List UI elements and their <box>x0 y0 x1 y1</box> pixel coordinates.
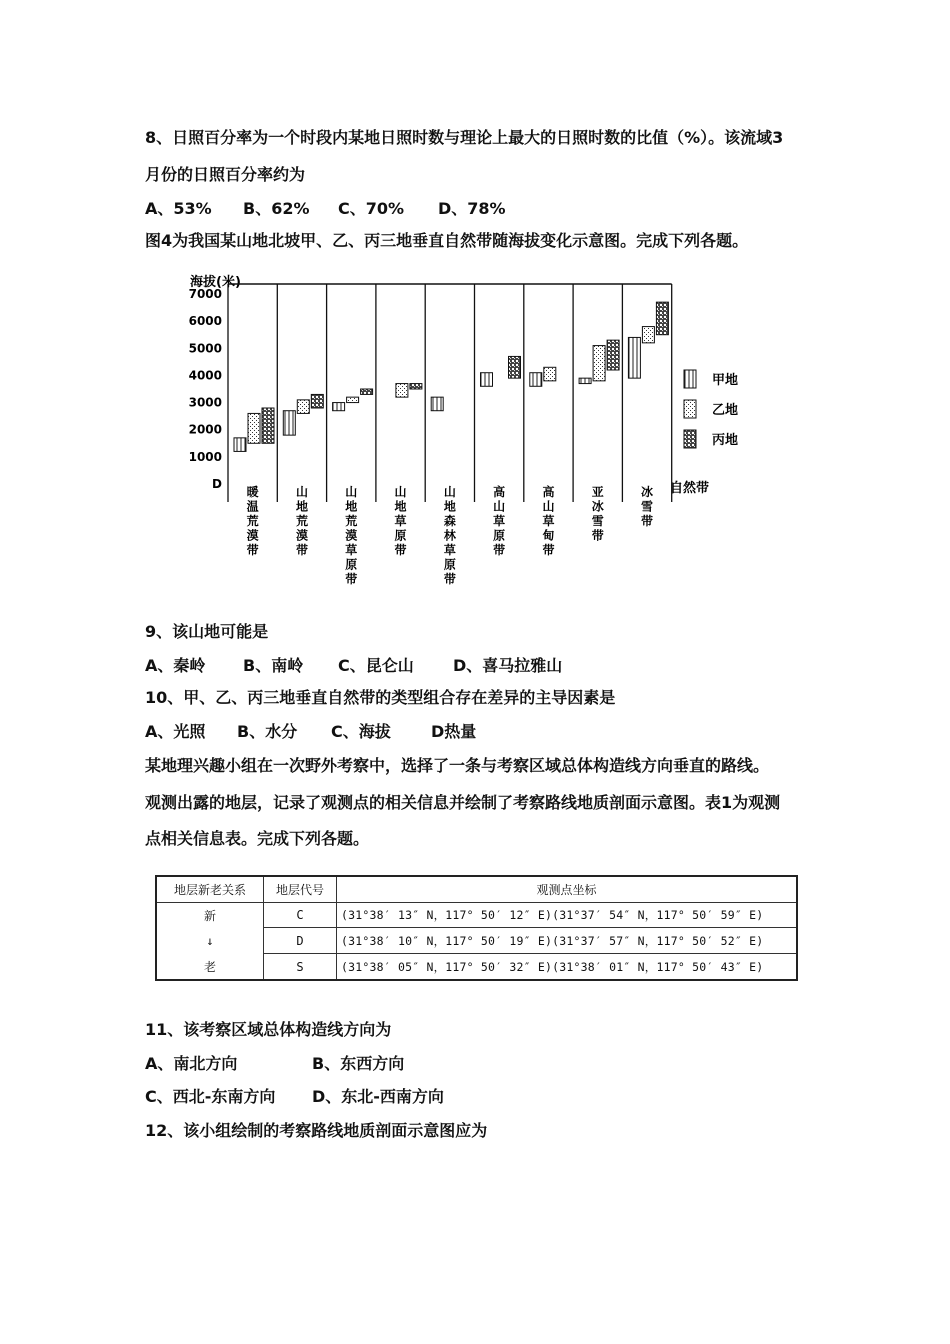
table-cell-code: S <box>264 954 337 980</box>
range-bar-jia <box>579 378 591 383</box>
q9-options <box>145 656 562 676</box>
range-bar-bing <box>656 302 668 335</box>
category-label: 冰雪带 <box>641 485 654 528</box>
q9-option-c[interactable]: C、昆仑山 <box>338 656 414 675</box>
legend-label: 乙地 <box>712 403 739 418</box>
q8-options <box>145 199 506 219</box>
age-label-arrow: ↓ <box>156 928 264 954</box>
age-label-old: 老 <box>156 954 264 980</box>
q11-option-c[interactable]: C、西北-东南方向 <box>145 1087 276 1106</box>
legend-swatch-yi <box>684 400 696 418</box>
q10-option-a[interactable]: A、光照 <box>145 722 206 741</box>
q12-text: 12、该小组绘制的考察路线地质剖面示意图应为 <box>145 1121 488 1140</box>
range-bar-yi <box>347 397 359 402</box>
range-bar-bing <box>361 389 373 394</box>
range-bar-jia <box>481 373 493 387</box>
y-tick-label: 6000 <box>188 314 222 329</box>
q8-text-line1: 8、日照百分率为一个时段内某地日照时数与理论上最大的日照时数的比值（%）。该流域3 <box>145 128 784 147</box>
header-stratum-code: 地层代号 <box>264 876 337 902</box>
category-label: 暖温荒漠带 <box>246 485 259 557</box>
range-bar-jia <box>530 373 542 387</box>
q11-options-row2 <box>145 1087 444 1107</box>
category-label: 高山草甸带 <box>542 485 555 557</box>
y-tick-label: 5000 <box>188 341 222 356</box>
q9-option-a[interactable]: A、秦岭 <box>145 656 206 675</box>
y-tick-label: 2000 <box>188 422 222 437</box>
range-bar-bing <box>262 408 274 443</box>
range-bar-jia <box>333 403 345 411</box>
y-axis-label: 海拔(米) <box>190 275 241 290</box>
range-bar-yi <box>544 367 556 381</box>
range-bar-yi <box>593 346 605 381</box>
q11-options-row1 <box>145 1054 404 1074</box>
category-label: 山地荒漠草原带 <box>345 485 358 586</box>
intro2-line2: 观测出露的地层，记录了观测点的相关信息并绘制了考察路线地质剖面示意图。表1为观测 <box>145 793 781 812</box>
q8-option-c[interactable]: C、70% <box>338 199 405 218</box>
observation-table <box>155 875 798 981</box>
category-label: 高山草原带 <box>493 485 506 557</box>
q11-option-a[interactable]: A、南北方向 <box>145 1054 238 1073</box>
category-label: 山地森林草原带 <box>443 485 456 586</box>
intro2-line3: 点相关信息表。完成下列各题。 <box>145 829 370 848</box>
range-bar-yi <box>248 413 260 443</box>
range-bar-yi <box>396 384 408 398</box>
vertical-zone-chart <box>180 272 780 602</box>
range-bar-bing <box>311 394 323 408</box>
y-tick-label: 4000 <box>188 368 222 383</box>
category-label: 山地草原带 <box>394 485 407 557</box>
y-tick-label: 1000 <box>188 449 222 464</box>
range-bar-bing <box>607 340 619 370</box>
legend-swatch-bing <box>684 430 696 448</box>
q9-option-b[interactable]: B、南岭 <box>243 656 304 675</box>
table-cell-coords: (31°38′ 10″ N，117° 50′ 19″ E)(31°37′ 57″ N，117° 50′ 52″ E) <box>337 928 798 954</box>
range-bar-jia <box>283 411 295 435</box>
table-cell-code: C <box>264 902 337 928</box>
y-tick-label: 7000 <box>188 287 222 301</box>
q9-option-d[interactable]: D、喜马拉雅山 <box>453 656 563 675</box>
category-label: 亚冰雪带 <box>591 485 604 543</box>
range-bar-jia <box>431 397 443 411</box>
q8-option-b[interactable]: B、62% <box>243 199 310 218</box>
range-bar-jia <box>234 438 246 452</box>
q8-text-line2: 月份的日照百分率约为 <box>145 165 306 184</box>
q10-options <box>145 722 476 742</box>
range-bar-bing <box>509 356 521 378</box>
table-cell-code: D <box>264 928 337 954</box>
x-axis-label: 自然带 <box>670 481 710 496</box>
range-bar-bing <box>410 384 422 389</box>
q10-text: 10、甲、乙、丙三地垂直自然带的类型组合存在差异的主导因素是 <box>145 688 616 707</box>
header-age-relation: 地层新老关系 <box>156 876 264 902</box>
q11-option-d[interactable]: D、东北-西南方向 <box>312 1087 444 1106</box>
category-label: 山地荒漠带 <box>295 485 308 557</box>
q8-option-d[interactable]: D、78% <box>438 199 506 218</box>
age-label-new: 新 <box>156 902 264 928</box>
q10-option-b[interactable]: B、水分 <box>237 722 298 741</box>
y-tick-label: D <box>212 477 222 491</box>
intro2-line1: 某地理兴趣小组在一次野外考察中，选择了一条与考察区域总体构造线方向垂直的路线。 <box>145 756 770 775</box>
fig4-intro: 图4为我国某山地北坡甲、乙、丙三地垂直自然带随海拔变化示意图。完成下列各题。 <box>145 231 749 250</box>
table-cell-coords: (31°38′ 13″ N，117° 50′ 12″ E)(31°37′ 54″ N，117° 50′ 59″ E) <box>337 902 798 928</box>
q11-text: 11、该考察区域总体构造线方向为 <box>145 1020 392 1039</box>
header-coordinates: 观测点坐标 <box>337 876 798 902</box>
range-bar-yi <box>297 400 309 414</box>
range-bar-yi <box>642 327 654 343</box>
q8-option-a[interactable]: A、53% <box>145 199 212 218</box>
legend-label: 丙地 <box>712 433 739 448</box>
q11-option-b[interactable]: B、东西方向 <box>312 1054 405 1073</box>
q10-option-d[interactable]: D热量 <box>431 722 477 741</box>
q9-text: 9、该山地可能是 <box>145 622 269 641</box>
table-cell-coords: (31°38′ 05″ N，117° 50′ 32″ E)(31°38′ 01″ N，117° 50′ 43″ E) <box>337 954 798 980</box>
range-bar-jia <box>628 337 640 378</box>
q10-option-c[interactable]: C、海拔 <box>331 722 391 741</box>
y-tick-label: 3000 <box>188 395 222 410</box>
legend-label: 甲地 <box>712 373 739 388</box>
legend-swatch-jia <box>684 370 696 388</box>
